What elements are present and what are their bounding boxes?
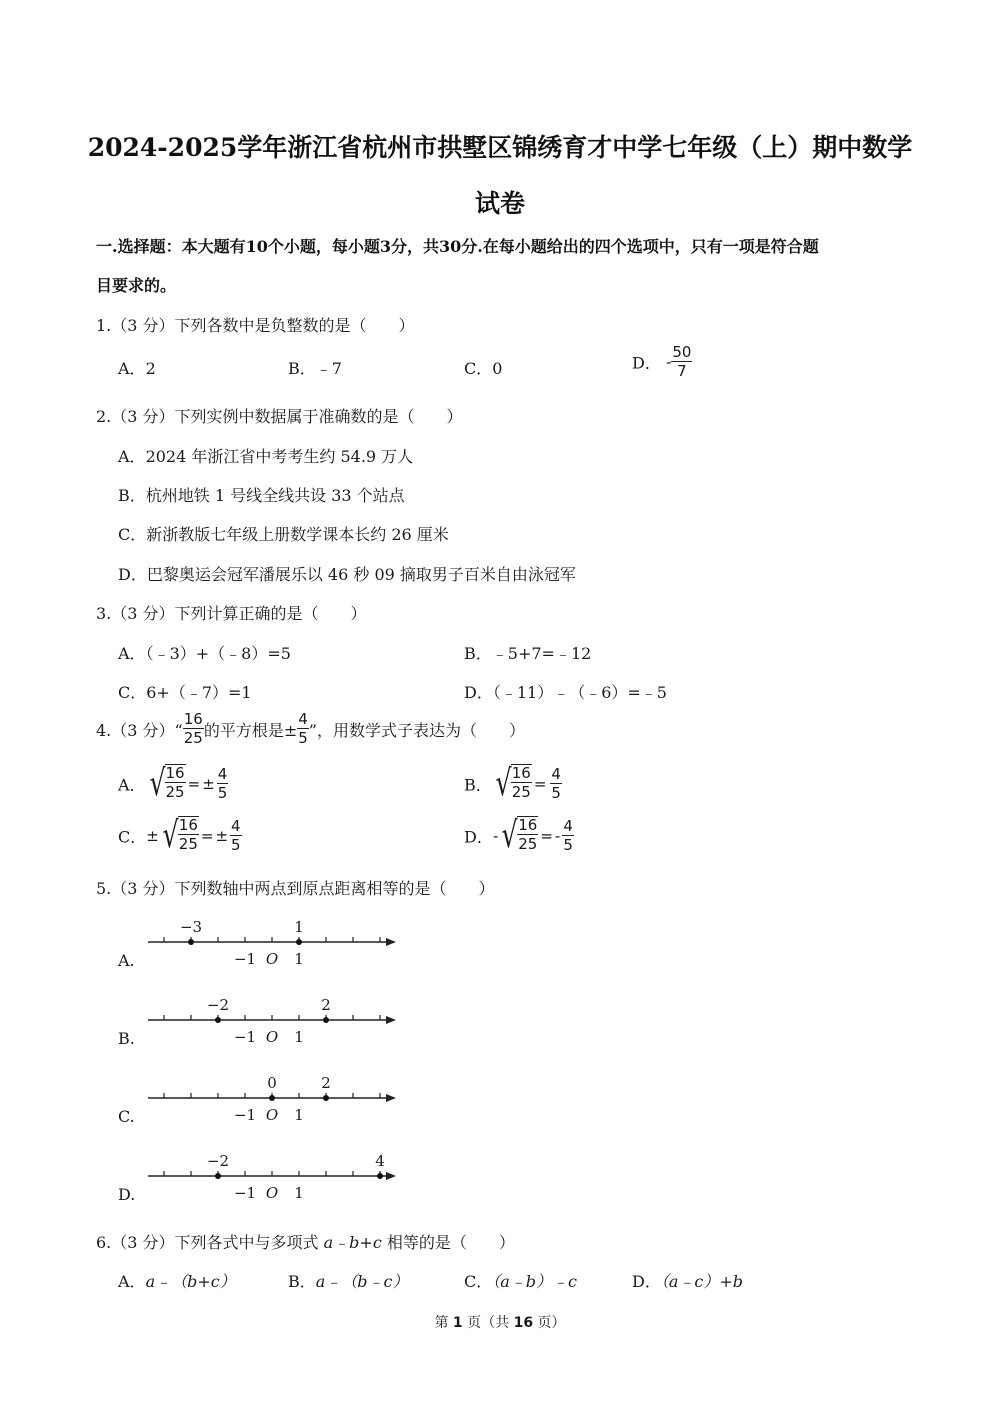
fraction-numerator: 4 xyxy=(231,817,241,835)
option-label: C． xyxy=(118,683,147,702)
option-text: 6+（﹣7）=1 xyxy=(146,683,252,702)
point-marker xyxy=(215,1173,221,1179)
question-6-stem xyxy=(96,1230,515,1253)
option-label: B． xyxy=(118,486,146,505)
right-sign: - xyxy=(554,827,561,845)
option-label: D． xyxy=(464,683,493,702)
equals-sign: = xyxy=(187,775,201,793)
fraction xyxy=(178,818,199,852)
option-text: 2024 年浙江省中考考生约 54.9 万人 xyxy=(145,447,414,466)
option-text: 杭州地铁 1 号线全线共设 33 个站点 xyxy=(145,486,405,505)
axis-arrow-icon xyxy=(386,1016,396,1024)
option-label: B． xyxy=(288,359,316,378)
fraction-denominator: 25 xyxy=(518,835,538,853)
fraction-denominator: 25 xyxy=(165,783,185,801)
radical-icon: √ xyxy=(162,815,179,856)
fraction xyxy=(297,712,309,746)
question-6-option-b[interactable] xyxy=(288,1269,409,1292)
option-label: D． xyxy=(118,565,147,584)
option-text: （a﹣c）+b xyxy=(660,1272,743,1291)
page-total: 16 xyxy=(513,1315,534,1331)
tick-label-one: 1 xyxy=(294,1106,304,1124)
fraction-denominator: 5 xyxy=(551,784,561,802)
radical-icon: √ xyxy=(501,815,518,856)
option-text: 0 xyxy=(492,359,503,378)
left-sign: ± xyxy=(146,827,159,845)
minus-sign: - xyxy=(665,353,672,371)
square-root xyxy=(492,764,532,804)
option-label: D． xyxy=(632,1272,661,1291)
option-label: C． xyxy=(118,827,147,847)
tick-label-one: 1 xyxy=(294,1184,304,1202)
question-2-option-c[interactable] xyxy=(118,522,449,545)
fraction xyxy=(217,767,229,801)
option-label: B. xyxy=(118,1029,135,1048)
number-line xyxy=(110,912,410,972)
exam-title-line2: 试卷 xyxy=(474,189,525,218)
axis-arrow-icon xyxy=(386,1094,396,1102)
option-text: 巴黎奥运会冠军潘展乐以 46 秒 09 摘取男子百米自由泳冠军 xyxy=(146,565,576,584)
option-text: ﹣5+7=﹣12 xyxy=(491,644,592,663)
tick-label-minus-one: −1 xyxy=(233,1106,257,1124)
fraction-denominator: 25 xyxy=(183,729,203,747)
option-label: D． xyxy=(632,353,661,373)
radical-icon: √ xyxy=(495,763,512,804)
fraction-numerator: 50 xyxy=(672,343,692,361)
origin-label: O xyxy=(265,1106,279,1124)
point-label: −2 xyxy=(206,996,230,1014)
option-label: C． xyxy=(118,525,147,544)
point-marker xyxy=(323,1017,329,1023)
option-label: C． xyxy=(464,1272,493,1291)
fraction-denominator: 5 xyxy=(298,729,308,747)
page-footer xyxy=(0,1312,1000,1332)
question-6-option-c[interactable] xyxy=(464,1269,577,1292)
exam-title-line1: 2024-2025学年浙江省杭州市拱墅区锦绣育才中学七年级（上）期中数学 xyxy=(87,133,913,162)
fraction xyxy=(511,766,532,800)
fraction-numerator: 16 xyxy=(511,764,531,782)
point-marker xyxy=(323,1095,329,1101)
stem-middle: 的平方根是± xyxy=(203,720,298,740)
option-text: a﹣（b+c） xyxy=(145,1272,236,1291)
option-label: A． xyxy=(118,1272,146,1291)
footer-suffix: 页） xyxy=(533,1315,566,1331)
page-number: 1 xyxy=(452,1315,463,1331)
option-label: A． xyxy=(118,775,146,795)
stem-suffix: ”，用数学式子表达为（ ） xyxy=(308,720,525,740)
stem-prefix: 4.（3 分）“ xyxy=(96,720,183,740)
fraction-numerator: 16 xyxy=(165,764,185,782)
question-1-option-c[interactable] xyxy=(464,356,502,379)
square-root xyxy=(146,764,186,804)
point-marker xyxy=(377,1173,383,1179)
option-label: A. xyxy=(118,951,135,970)
question-1-option-b[interactable] xyxy=(288,356,342,379)
tick-label-minus-one: −1 xyxy=(233,1028,257,1046)
origin-label: O xyxy=(265,1028,279,1046)
point-marker xyxy=(188,939,194,945)
stem-prefix: 6.（3 分）下列各式中与多项式 xyxy=(96,1233,324,1252)
point-marker xyxy=(215,1017,221,1023)
axis-arrow-icon xyxy=(386,938,396,946)
equals-sign: = xyxy=(200,827,214,845)
option-text: a﹣（b﹣c） xyxy=(315,1272,409,1291)
point-marker xyxy=(296,939,302,945)
point-label: −2 xyxy=(206,1152,230,1170)
equals-sign: = xyxy=(540,827,553,845)
question-4-option-d[interactable] xyxy=(464,816,574,856)
fraction-denominator: 25 xyxy=(178,835,198,853)
question-3-option-d[interactable] xyxy=(464,680,667,703)
option-label: D. xyxy=(118,1185,136,1204)
square-root xyxy=(159,816,199,856)
left-sign: - xyxy=(492,827,499,845)
option-label: C. xyxy=(118,1107,135,1126)
point-label: −3 xyxy=(179,918,203,936)
section-header-line1: 一.选择题：本大题有10个小题，每小题3分，共30分.在每小题给出的四个选项中，只有一项是符合题 xyxy=(96,237,819,256)
option-text: 2 xyxy=(145,359,156,378)
question-3-stem: 3.（3 分）下列计算正确的是（ ） xyxy=(96,604,367,623)
origin-label: O xyxy=(265,950,279,968)
axis-arrow-icon xyxy=(386,1172,396,1180)
option-label: D． xyxy=(464,827,493,847)
option-label: B． xyxy=(464,775,492,795)
option-text: ﹣7 xyxy=(315,359,342,378)
question-2-option-a[interactable] xyxy=(118,444,413,467)
option-label: A． xyxy=(118,644,146,663)
question-5-option-d[interactable] xyxy=(110,1146,410,1206)
question-5-stem: 5.（3 分）下列数轴中两点到原点距离相等的是（ ） xyxy=(96,879,495,898)
fraction xyxy=(671,345,692,379)
section-header-line2: 目要求的。 xyxy=(96,276,177,295)
square-root xyxy=(498,816,538,856)
question-2-option-d[interactable] xyxy=(118,562,576,585)
number-line xyxy=(110,990,410,1050)
fraction-numerator: 16 xyxy=(178,816,198,834)
stem-suffix: 相等的是（ ） xyxy=(381,1233,515,1252)
fraction-denominator: 25 xyxy=(511,783,531,801)
option-text: （a﹣b）﹣c xyxy=(492,1272,577,1291)
footer-prefix: 第 xyxy=(434,1315,453,1331)
tick-label-one: 1 xyxy=(294,1028,304,1046)
option-label: C． xyxy=(464,359,493,378)
fraction-numerator: 16 xyxy=(518,816,538,834)
question-5-option-c[interactable] xyxy=(110,1068,410,1128)
tick-label-minus-one: −1 xyxy=(233,950,257,968)
option-label: A． xyxy=(118,359,146,378)
question-1-option-a[interactable] xyxy=(118,356,156,379)
point-marker xyxy=(269,1095,275,1101)
radical-icon: √ xyxy=(149,763,166,804)
fraction xyxy=(165,766,186,800)
question-1-stem: 1.（3 分）下列各数中是负整数的是（ ） xyxy=(96,316,415,335)
fraction xyxy=(517,818,538,852)
fraction-denominator: 5 xyxy=(217,784,228,802)
question-3-option-b[interactable] xyxy=(464,641,591,664)
fraction-numerator: 4 xyxy=(298,710,308,728)
question-4-option-a[interactable] xyxy=(118,764,228,804)
number-line xyxy=(110,1068,410,1128)
question-2-stem: 2.（3 分）下列实例中数据属于准确数的是（ ） xyxy=(96,407,463,426)
fraction-denominator: 5 xyxy=(563,836,573,854)
question-3-option-a[interactable] xyxy=(118,641,291,664)
point-label: 4 xyxy=(375,1152,385,1170)
point-label: 0 xyxy=(267,1074,277,1092)
tick-label-one: 1 xyxy=(294,950,304,968)
question-4-stem xyxy=(96,712,525,746)
equals-sign: = xyxy=(533,775,547,793)
point-label: 2 xyxy=(321,996,331,1014)
option-label: B． xyxy=(464,644,492,663)
fraction-numerator: 4 xyxy=(217,765,228,783)
option-label: B． xyxy=(288,1272,316,1291)
question-5-option-a[interactable] xyxy=(110,912,410,972)
question-6-option-a[interactable] xyxy=(118,1269,236,1292)
number-line xyxy=(110,1146,410,1206)
origin-label: O xyxy=(265,1184,279,1202)
fraction xyxy=(183,712,204,746)
fraction xyxy=(550,767,562,801)
question-4-option-c[interactable] xyxy=(118,816,242,856)
option-text: （﹣11）﹣（﹣6）=﹣5 xyxy=(492,683,667,702)
right-sign: ± xyxy=(215,827,229,845)
stem-expression: a﹣b+c xyxy=(323,1233,382,1252)
fraction-denominator: 7 xyxy=(677,362,687,380)
point-label: 2 xyxy=(321,1074,331,1092)
fraction xyxy=(562,819,574,853)
fraction xyxy=(230,819,242,853)
footer-middle: 页（共 xyxy=(462,1315,514,1331)
question-4-option-b[interactable] xyxy=(464,764,562,804)
question-1-option-d[interactable] xyxy=(632,345,692,379)
point-label: 1 xyxy=(294,918,304,936)
fraction-numerator: 4 xyxy=(551,765,561,783)
question-2-option-b[interactable] xyxy=(118,483,405,506)
option-label: A． xyxy=(118,447,146,466)
fraction-numerator: 16 xyxy=(183,710,203,728)
right-sign: ± xyxy=(202,775,215,793)
option-text: 新浙教版七年级上册数学课本长约 26 厘米 xyxy=(146,525,449,544)
question-6-option-d[interactable] xyxy=(632,1269,743,1292)
fraction-numerator: 4 xyxy=(563,817,573,835)
fraction-denominator: 5 xyxy=(231,836,241,854)
question-3-option-c[interactable] xyxy=(118,680,252,703)
tick-label-minus-one: −1 xyxy=(233,1184,257,1202)
option-text: （﹣3）+（﹣8）=5 xyxy=(145,644,291,663)
question-5-option-b[interactable] xyxy=(110,990,410,1050)
